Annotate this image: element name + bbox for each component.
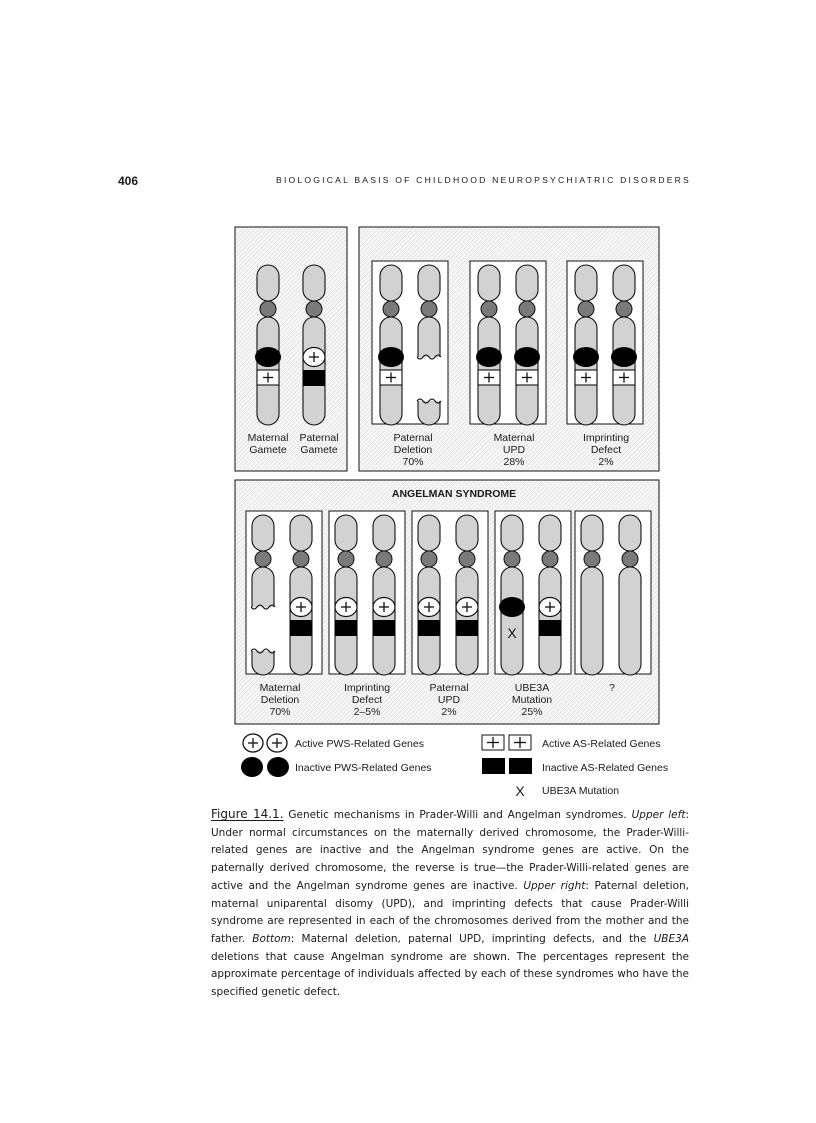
as-imprinting-chromosome-1-p-arm	[335, 515, 357, 551]
pws-upd-maternal-1-centromere	[481, 301, 497, 317]
pws-label-2a: Maternal	[493, 432, 535, 444]
caption-upper-left: Upper left	[631, 809, 686, 821]
pws-label-1c: 70%	[402, 456, 424, 468]
pws-upd-maternal-1-p-arm	[478, 265, 500, 301]
as-ube3a-paternal-centromere	[542, 551, 558, 567]
as-label-1c: 70%	[269, 706, 291, 718]
caption-upper-right: Upper right	[523, 879, 586, 892]
as-upd-paternal-2-inactive-as	[456, 620, 478, 636]
pws-imprinting-chromosome-1-centromere	[578, 301, 594, 317]
as-deletion-maternal-p-arm	[252, 515, 274, 551]
pws-deletion-maternal-p-arm	[380, 265, 402, 301]
as-upd-paternal-1-p-arm	[418, 515, 440, 551]
legend-inactive-pws: Inactive PWS-Related Genes	[295, 762, 432, 774]
pws-label-3b: Defect	[590, 444, 622, 456]
as-upd-paternal-1-inactive-as	[418, 620, 440, 636]
pws-deletion-maternal-inactive-pws	[378, 347, 404, 367]
as-unknown-chromosome-2-centromere	[622, 551, 638, 567]
legend	[241, 734, 668, 799]
mutation-x-icon: X	[515, 783, 525, 799]
as-deletion-paternal-centromere	[293, 551, 309, 567]
as-deletion-paternal-inactive-as	[290, 620, 312, 636]
legend-mutation: UBE3A Mutation	[542, 785, 620, 797]
as-imprinting-chromosome-2-inactive-as	[373, 620, 395, 636]
normal-paternal-chromosome-p-arm	[303, 265, 325, 301]
normal-paternal-chromosome-inactive-as	[303, 370, 325, 386]
active-as-legend-icon	[482, 735, 531, 750]
as-unknown-chromosome-2-p-arm	[619, 515, 641, 551]
pws-upd-maternal-2-inactive-pws	[514, 347, 540, 367]
caption-text-2: : Under normal circumstances on the maternally derived chromosome, the Prader-Willi-related genes are inactive and the Angelman syndrome genes are active. On the paternally derived chromosome, the reverse is true—the Prader-Willi-related genes are active and the Angelman syndrome genes are inactive.	[211, 809, 689, 892]
legend-active-pws: Active PWS-Related Genes	[295, 738, 424, 750]
normal-maternal-chromosome-p-arm	[257, 265, 279, 301]
caption-text-4: : Maternal deletion, paternal UPD, imprinting defects, and the	[290, 932, 654, 945]
inactive-pws-legend-icon	[241, 757, 289, 777]
as-imprinting-chromosome-2-centromere	[376, 551, 392, 567]
caption-bottom: Bottom	[252, 932, 291, 945]
pws-label-3c: 2%	[598, 456, 614, 468]
pws-label-2b: UPD	[502, 444, 526, 456]
as-ube3a-maternal-p-arm	[501, 515, 523, 551]
as-label-4c: 25%	[521, 706, 543, 718]
pws-label-1a: Paternal	[393, 432, 433, 444]
as-imprinting-chromosome-2-p-arm	[373, 515, 395, 551]
as-imprinting-chromosome-1-centromere	[338, 551, 354, 567]
as-deletion-paternal-p-arm	[290, 515, 312, 551]
as-label-3c: 2%	[441, 706, 457, 718]
as-label-2a: Imprinting	[343, 682, 391, 694]
pws-imprinting-chromosome-1-p-arm	[575, 265, 597, 301]
as-ube3a-maternal-q-arm	[501, 567, 523, 675]
as-label-2b: Defect	[351, 694, 383, 706]
as-upd-paternal-2-p-arm	[456, 515, 478, 551]
as-unknown-chromosome-1-q-arm	[581, 567, 603, 675]
normal-label-2a: Paternal	[299, 432, 339, 444]
caption-text-1: Genetic mechanisms in Prader-Willi and Angelman syndromes.	[283, 809, 632, 821]
as-label-3a: Paternal	[429, 682, 469, 694]
pws-imprinting-chromosome-2-p-arm	[613, 265, 635, 301]
as-upd-paternal-2-centromere	[459, 551, 475, 567]
as-ube3a-paternal-p-arm	[539, 515, 561, 551]
caption-text-3: : Paternal deletion, maternal uniparental disomy (UPD), and imprinting defects that cause Prader-Willi syndrome are represented in each of the chromosomes derived from the mother and the father.	[211, 879, 689, 945]
normal-maternal-chromosome-inactive-pws	[255, 347, 281, 367]
pws-deletion-paternal-q-upper	[418, 317, 440, 357]
pws-imprinting-chromosome-2-inactive-pws	[611, 347, 637, 367]
as-deletion-maternal-q-upper	[252, 567, 274, 607]
legend-inactive-as: Inactive AS-Related Genes	[542, 762, 669, 774]
normal-label-1a: Maternal	[247, 432, 289, 444]
normal-label-2b: Gamete	[300, 444, 338, 456]
as-unknown-chromosome-1-p-arm	[581, 515, 603, 551]
active-pws-legend-icon	[243, 734, 287, 752]
pws-deletion-maternal-centromere	[383, 301, 399, 317]
pws-label-3a: Imprinting	[582, 432, 630, 444]
as-label-1b: Deletion	[260, 694, 300, 706]
caption-text-5: deletions that cause Angelman syndrome are shown. The percentages represent the approximate percentage of individuals affected by each of these syndromes who have the specified genetic defect.	[211, 950, 689, 999]
pws-imprinting-chromosome-2-centromere	[616, 301, 632, 317]
inactive-as-legend-icon	[482, 758, 532, 774]
as-label-4b: Mutation	[511, 694, 553, 706]
pws-deletion-paternal-p-arm	[418, 265, 440, 301]
as-unknown-chromosome-1-centromere	[584, 551, 600, 567]
pws-label-2c: 28%	[503, 456, 525, 468]
as-ube3a-maternal-inactive-pws	[499, 597, 525, 617]
as-label-2c: 2–5%	[353, 706, 381, 718]
pws-label-1b: Deletion	[393, 444, 433, 456]
as-label-3b: UPD	[437, 694, 461, 706]
normal-paternal-chromosome-centromere	[306, 301, 322, 317]
as-ube3a-paternal-inactive-as	[539, 620, 561, 636]
as-upd-paternal-1-centromere	[421, 551, 437, 567]
pws-upd-maternal-1-inactive-pws	[476, 347, 502, 367]
normal-maternal-chromosome-centromere	[260, 301, 276, 317]
as-label-4a: UBE3A	[514, 682, 550, 694]
figure-caption	[211, 806, 689, 1002]
as-label-5a: ?	[609, 682, 615, 694]
pws-upd-maternal-2-p-arm	[516, 265, 538, 301]
caption-gene-name: UBE3A	[653, 932, 689, 945]
normal-label-1b: Gamete	[249, 444, 287, 456]
as-panel-title: ANGELMAN SYNDROME	[391, 488, 517, 500]
caption-label: Figure 14.1.	[211, 807, 284, 821]
as-unknown-chromosome-2-q-arm	[619, 567, 641, 675]
legend-active-as: Active AS-Related Genes	[542, 738, 661, 750]
pws-imprinting-chromosome-1-inactive-pws	[573, 347, 599, 367]
pws-upd-maternal-2-centromere	[519, 301, 535, 317]
as-ube3a-maternal-mutation-mark: X	[507, 625, 517, 641]
running-head: BIOLOGICAL BASIS OF CHILDHOOD NEUROPSYCHIATRIC DISORDERS	[276, 175, 691, 185]
page-number: 406	[118, 174, 139, 188]
as-ube3a-maternal-centromere	[504, 551, 520, 567]
as-imprinting-chromosome-1-inactive-as	[335, 620, 357, 636]
as-label-1a: Maternal	[259, 682, 301, 694]
as-deletion-maternal-centromere	[255, 551, 271, 567]
pws-deletion-paternal-centromere	[421, 301, 437, 317]
